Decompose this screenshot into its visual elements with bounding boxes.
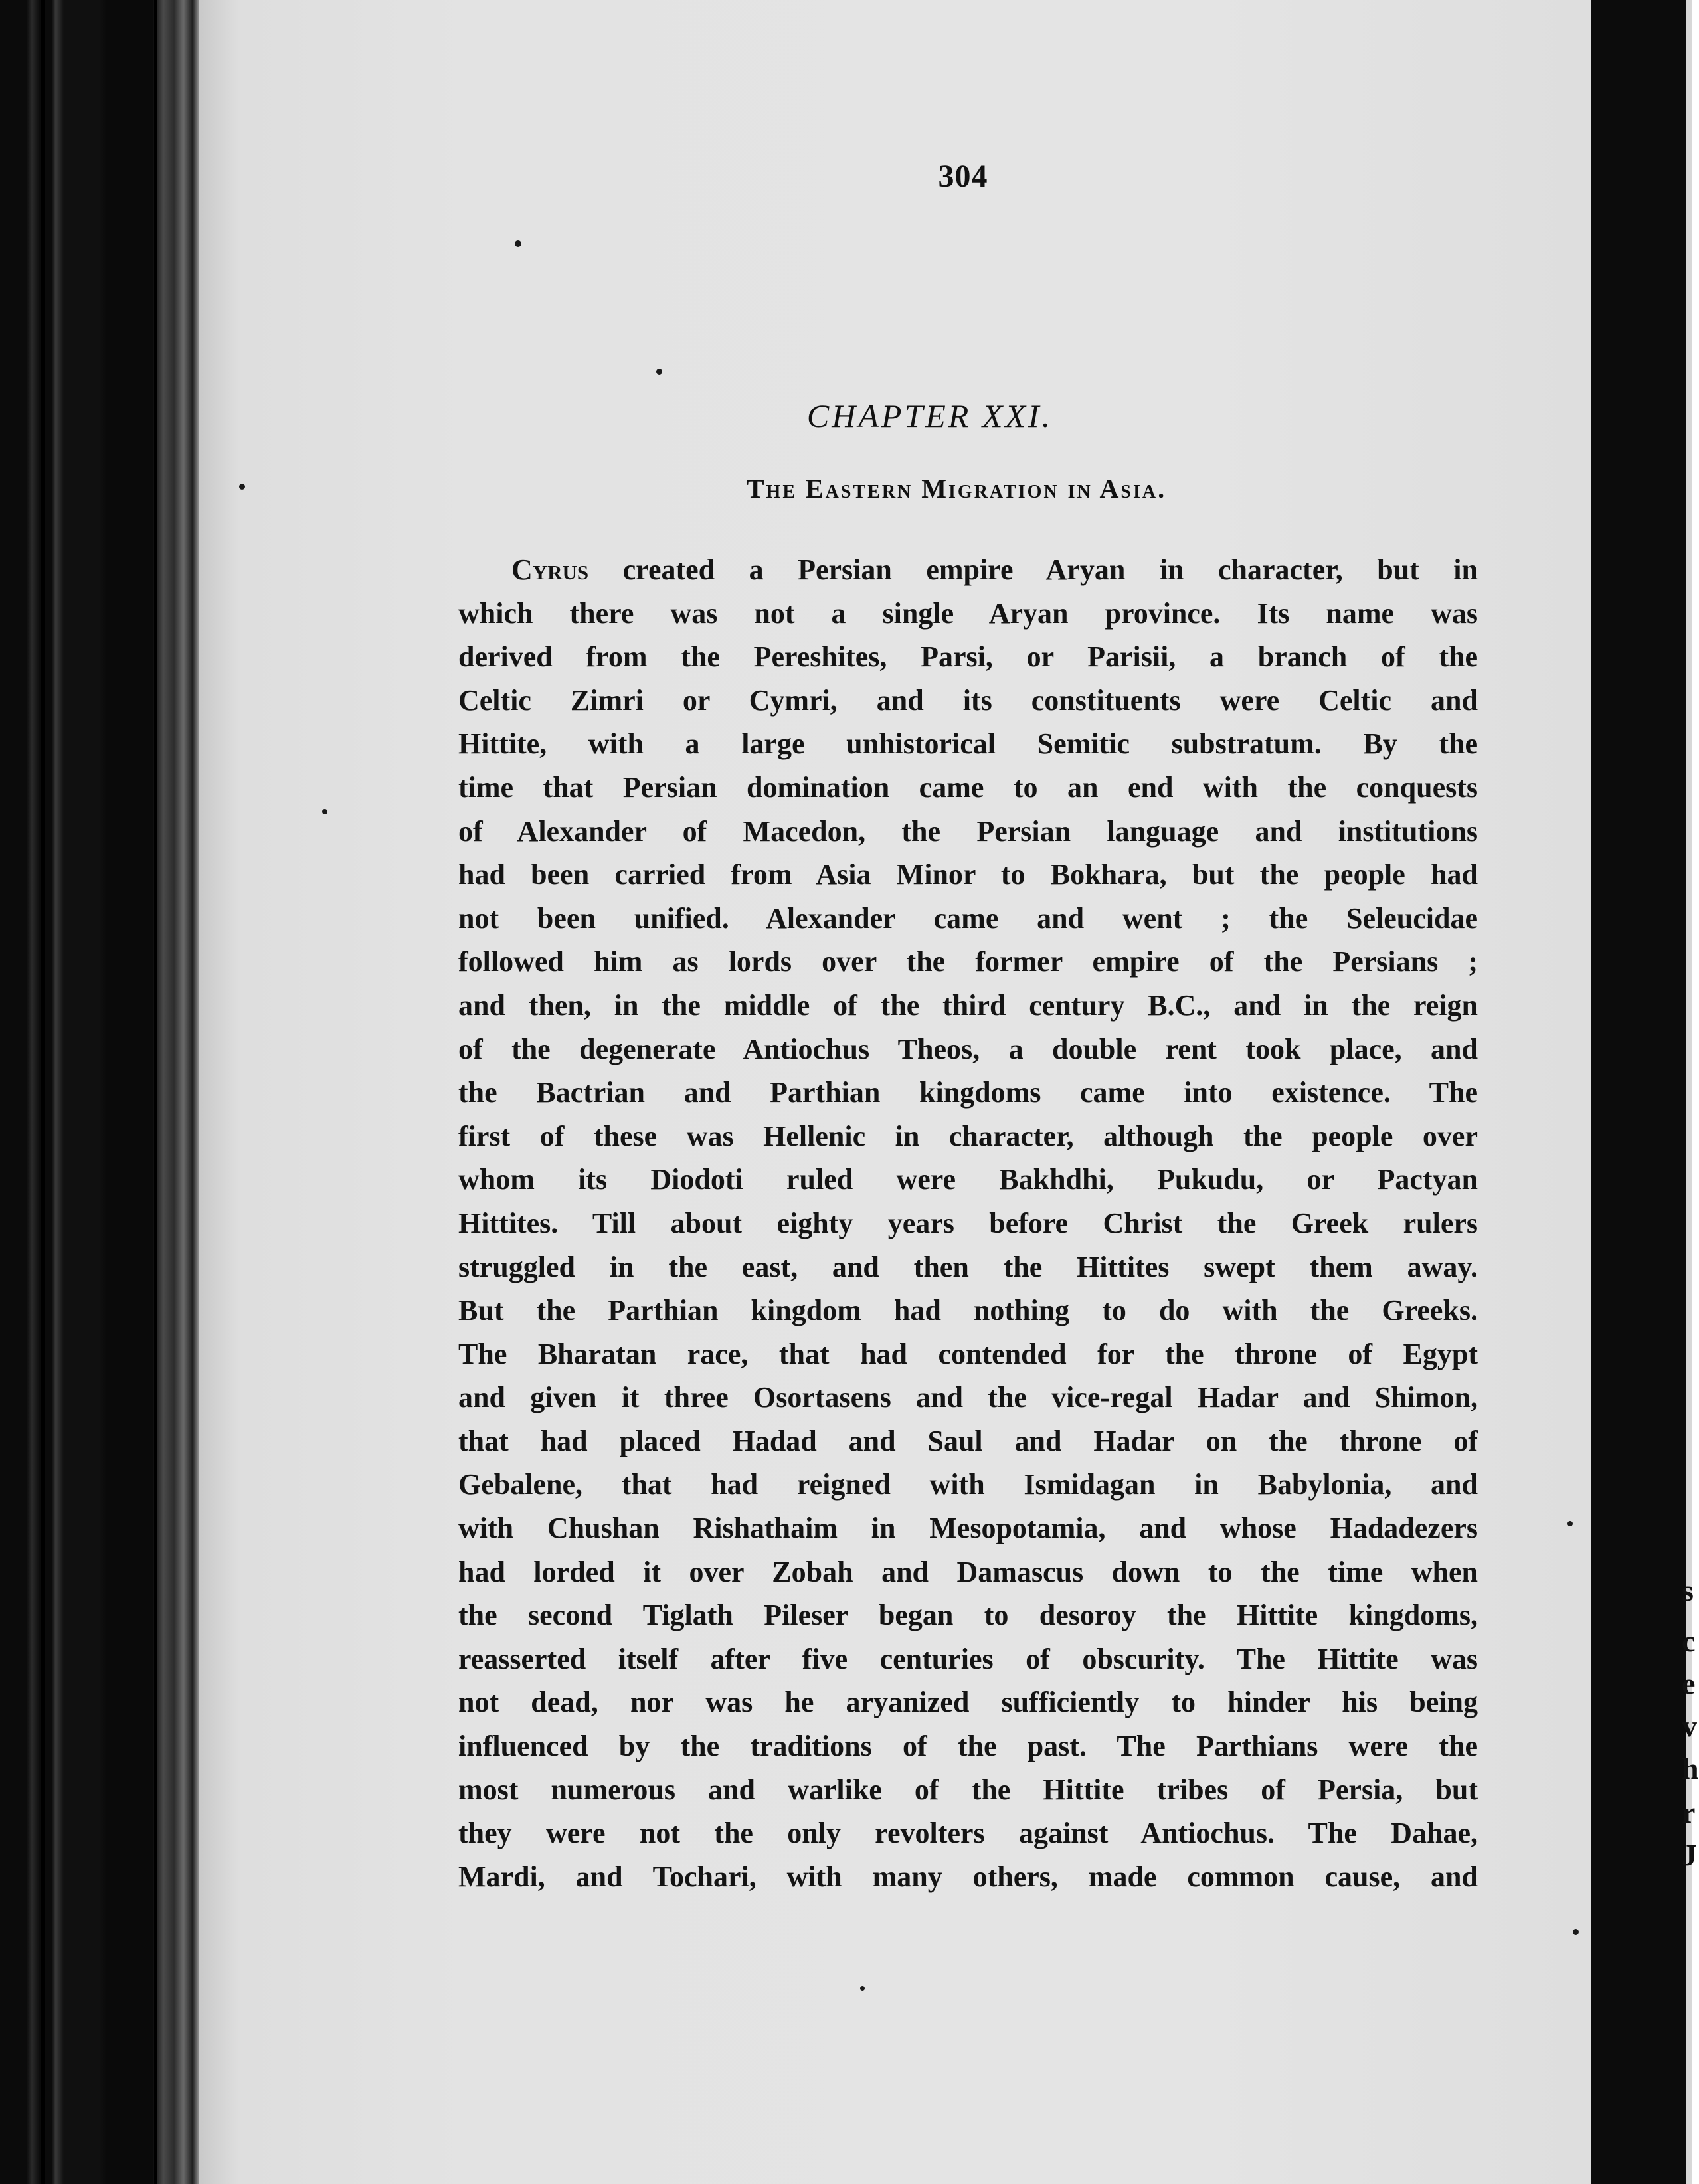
text-line: which there was not a single Aryan province. Its name was (458, 596, 1478, 630)
right-page-edge (1591, 0, 1699, 2184)
binding-edge-line (154, 0, 157, 2184)
facing-page-letter: v (1682, 1709, 1697, 1743)
text-line: time that Persian domination came to an end with the conquests (458, 771, 1478, 804)
facing-page-letter: h (1682, 1752, 1699, 1785)
scan-speck (860, 1986, 865, 1991)
facing-page-letter: s (1682, 1574, 1694, 1607)
text-line: Mardi, and Tochari, with many others, made common cause, and (458, 1860, 1478, 1893)
text-line: influenced by the traditions of the past. The Parthians were the (458, 1730, 1478, 1763)
facing-page-letter: e (1682, 1667, 1696, 1700)
text-line: Hittite, with a large unhistorical Semitic substratum. By the (458, 727, 1478, 761)
scan-speck (1573, 1929, 1579, 1935)
text-line (458, 548, 1478, 592)
facing-page-letter: r (1682, 1795, 1696, 1829)
text-line: first of these was Hellenic in character, although the people over (458, 1119, 1478, 1152)
text-line: the second Tiglath Pileser began to desoroy the Hittite kingdoms, (458, 1599, 1478, 1632)
page-number: 304 (938, 159, 988, 194)
text-line: that had placed Hadad and Saul and Hadar on the throne of (458, 1424, 1478, 1457)
section-title: The Eastern Migration in Asia. (746, 474, 1167, 503)
chapter-heading: CHAPTER XXI. (806, 397, 1053, 434)
text-line: of Alexander of Macedon, the Persian language and institutions (458, 814, 1478, 848)
scan-speck (322, 809, 327, 814)
text-line: they were not the only revolters against Antiochus. The Dahae, (458, 1817, 1478, 1850)
body-text (458, 548, 1478, 1898)
text-line: most numerous and warlike of the Hittite tribes of Persia, but (458, 1773, 1478, 1806)
text-line: and then, in the middle of the third century B.C., and in the reign (458, 988, 1478, 1022)
facing-page-letter: c (1682, 1624, 1696, 1658)
line-text: created a Persian empire Aryan in character, but in (588, 553, 1478, 586)
scan-speck (515, 240, 521, 247)
text-line: Hittites. Till about eighty years before Christ the Greek rulers (458, 1206, 1478, 1239)
text-line: reasserted itself after five centuries of obscurity. The Hittite was (458, 1642, 1478, 1675)
text-line: had been carried from Asia Minor to Bokhara, but the people had (458, 858, 1478, 891)
text-line: But the Parthian kingdom had nothing to do with the Greeks. (458, 1294, 1478, 1327)
scan-speck (239, 484, 245, 490)
text-line: derived from the Pereshites, Parsi, or Parisii, a branch of the (458, 640, 1478, 674)
text-line: had lorded it over Zobah and Damascus down to the time when (458, 1555, 1478, 1588)
text-line: The Bharatan race, that had contended for the throne of Egypt (458, 1337, 1478, 1370)
text-line: and given it three Osortasens and the vice-regal Hadar and Shimon, (458, 1381, 1478, 1414)
facing-page-letter: J (1682, 1838, 1697, 1872)
scan-speck (1567, 1521, 1573, 1526)
text-line: Celtic Zimri or Cymri, and its constituents were Celtic and (458, 683, 1478, 717)
binding-edge-line (41, 0, 45, 2184)
text-line: struggled in the east, and then the Hittites swept them away. (458, 1250, 1478, 1283)
text-line: of the degenerate Antiochus Theos, a double rent took place, and (458, 1032, 1478, 1065)
text-line: with Chushan Rishathaim in Mesopotamia, and whose Hadadezers (458, 1512, 1478, 1545)
book-binding-gutter (0, 0, 199, 2184)
scan-speck (656, 369, 662, 375)
text-line: Gebalene, that had reigned with Ismidagan in Babylonia, and (458, 1468, 1478, 1501)
text-line: followed him as lords over the former empire of the Persians ; (458, 945, 1478, 978)
text-line: the Bactrian and Parthian kingdoms came into existence. The (458, 1076, 1478, 1109)
drop-word: Cyrus (511, 553, 589, 586)
text-line: not dead, nor was he aryanized sufficiently to hinder his being (458, 1686, 1478, 1719)
text-line: not been unified. Alexander came and went ; the Seleucidae (458, 901, 1478, 935)
text-line: whom its Diodoti ruled were Bakhdhi, Pukudu, or Pactyan (458, 1163, 1478, 1196)
